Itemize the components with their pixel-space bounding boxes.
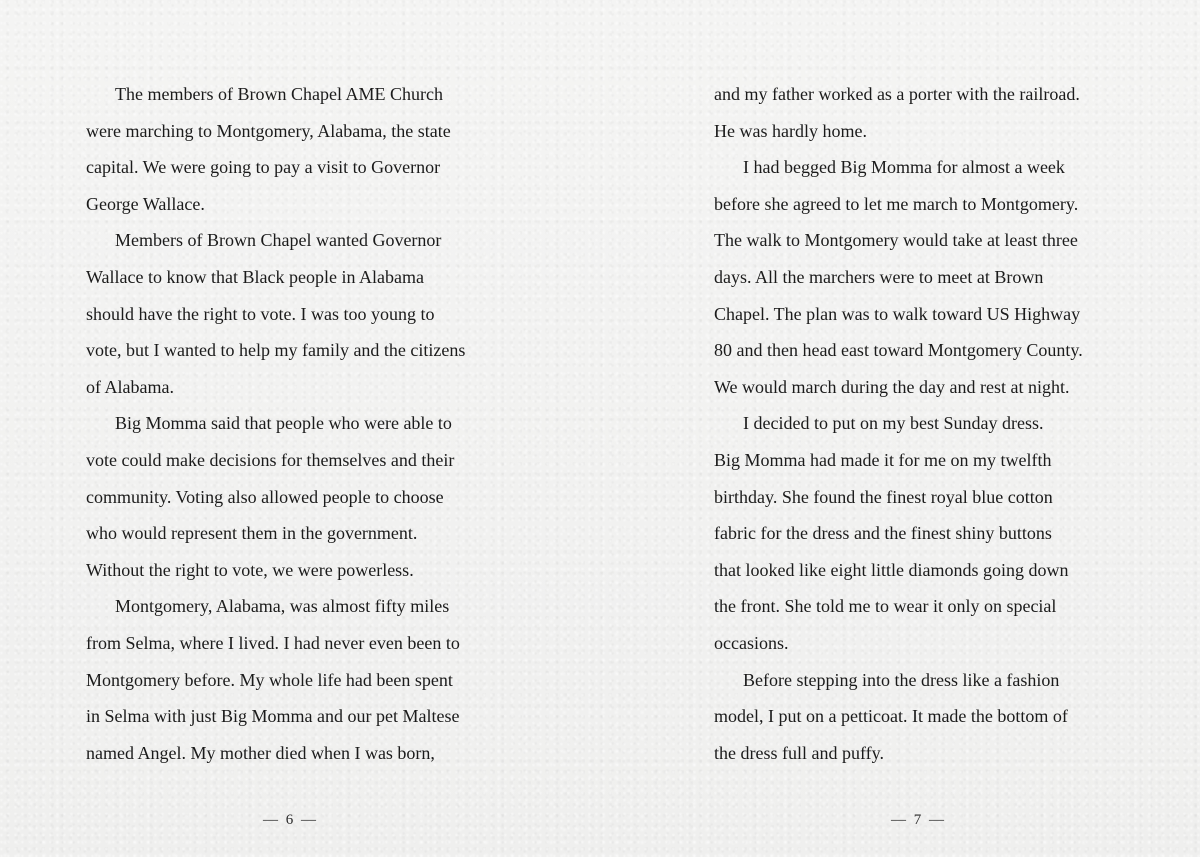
text-line: should have the right to vote. I was too young to — [86, 303, 435, 324]
text-line: Montgomery before. My whole life had been spent — [86, 669, 453, 690]
page-number-left: — 6 — — [263, 812, 318, 828]
text-line: vote could make decisions for themselves and their — [86, 449, 455, 470]
text-line: birthday. She found the finest royal blue cotton — [714, 486, 1053, 507]
text-line: The walk to Montgomery would take at least three — [714, 230, 1078, 251]
text-line: Wallace to know that Black people in Alabama — [86, 266, 424, 287]
text-line: I had begged Big Momma for almost a week — [743, 157, 1065, 178]
text-line: George Wallace. — [86, 193, 205, 214]
text-line: He was hardly home. — [714, 120, 867, 141]
right-page — [714, 76, 1134, 771]
text-line: I decided to put on my best Sunday dress. — [743, 413, 1044, 434]
text-line: model, I put on a petticoat. It made the bottom of — [714, 706, 1068, 727]
text-line: Big Momma had made it for me on my twelfth — [714, 449, 1052, 470]
text-line: vote, but I wanted to help my family and the citizens — [86, 340, 466, 361]
text-line: before she agreed to let me march to Montgomery. — [714, 193, 1079, 214]
text-line: who would represent them in the government. — [86, 523, 418, 544]
text-line: 80 and then head east toward Montgomery County. — [714, 340, 1083, 361]
text-line: from Selma, where I lived. I had never even been to — [86, 632, 460, 653]
text-line: Chapel. The plan was to walk toward US Highway — [714, 303, 1081, 324]
text-line: The members of Brown Chapel AME Church — [115, 84, 443, 104]
text-line: Without the right to vote, we were powerless. — [86, 559, 414, 580]
text-line: the dress full and puffy. — [714, 742, 884, 763]
text-line: community. Voting also allowed people to choose — [86, 486, 444, 507]
text-line: Big Momma said that people who were able to — [115, 413, 452, 434]
text-line: Before stepping into the dress like a fashion — [743, 669, 1060, 690]
text-line: fabric for the dress and the finest shiny buttons — [714, 523, 1052, 544]
text-line: of Alabama. — [86, 376, 174, 397]
left-page — [86, 76, 506, 771]
text-line: Montgomery, Alabama, was almost fifty miles — [115, 596, 450, 617]
text-line: that looked like eight little diamonds going down — [714, 559, 1069, 580]
text-line: occasions. — [714, 632, 789, 653]
text-line: We would march during the day and rest at night. — [714, 376, 1070, 397]
text-line: were marching to Montgomery, Alabama, the state — [86, 120, 451, 141]
text-line: named Angel. My mother died when I was born, — [86, 742, 435, 763]
text-line: and my father worked as a porter with the railroad. — [714, 84, 1080, 104]
text-line: Members of Brown Chapel wanted Governor — [115, 230, 442, 251]
text-line: in Selma with just Big Momma and our pet Maltese — [86, 706, 460, 727]
text-line: days. All the marchers were to meet at Brown — [714, 266, 1044, 287]
text-line: capital. We were going to pay a visit to Governor — [86, 157, 441, 178]
page-number-right: — 7 — — [891, 812, 946, 828]
text-line: the front. She told me to wear it only on special — [714, 596, 1057, 617]
